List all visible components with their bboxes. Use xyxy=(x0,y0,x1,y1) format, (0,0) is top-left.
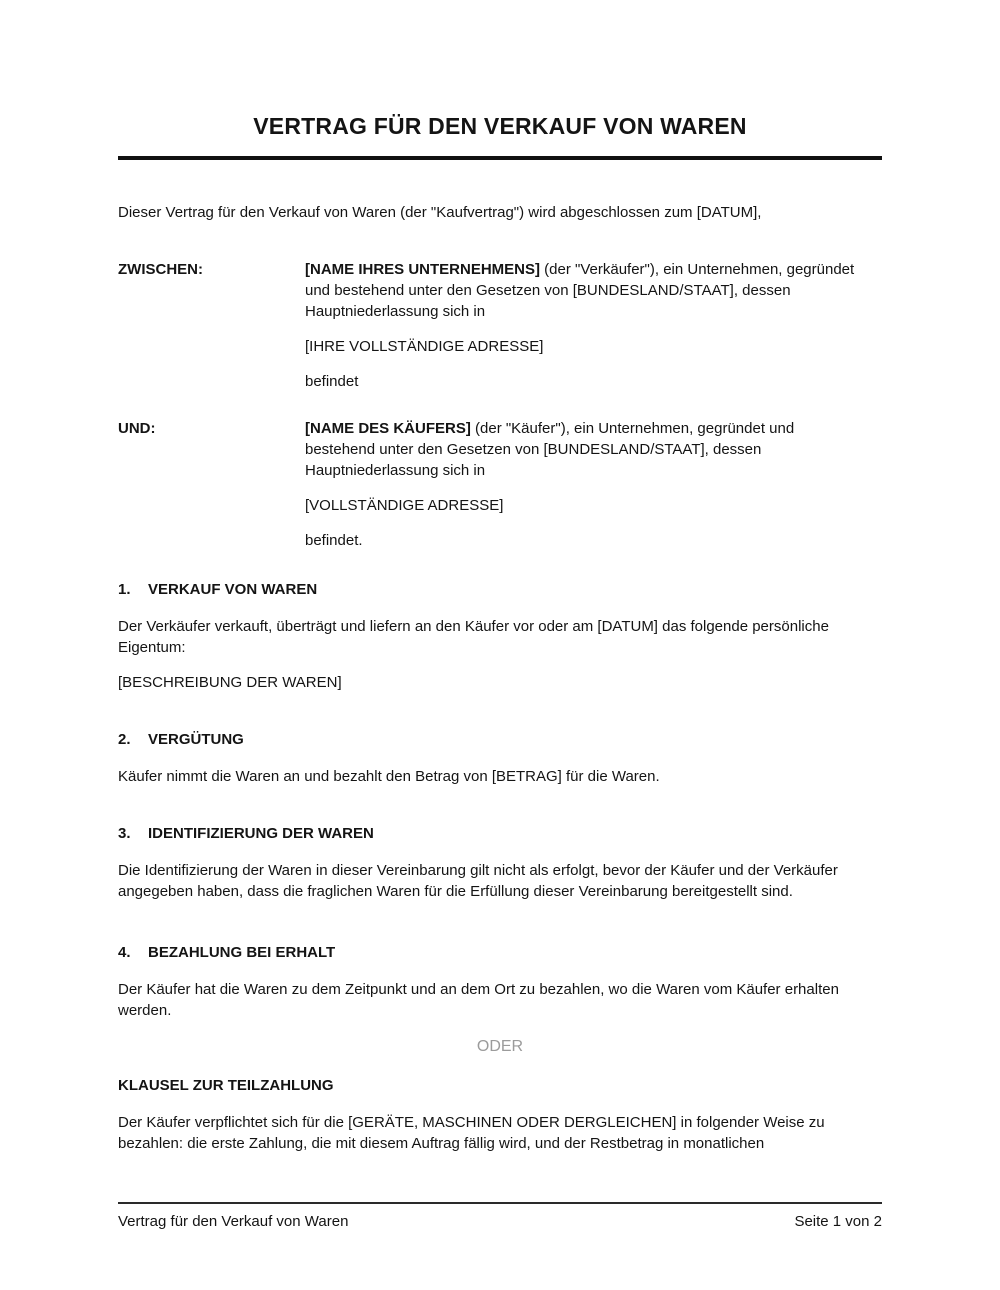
section-heading xyxy=(118,729,882,750)
section-body xyxy=(118,766,882,787)
section-title: BEZAHLUNG BEI ERHALT xyxy=(148,944,336,961)
section-verkauf-von-waren xyxy=(118,579,882,693)
section-paragraph: [BESCHREIBUNG DER WAREN] xyxy=(118,674,342,691)
section-number: 2. xyxy=(118,731,131,748)
footer-document-title: Vertrag für den Verkauf von Waren xyxy=(118,1213,349,1230)
section-number: 1. xyxy=(118,581,131,598)
section-paragraph: Der Käufer hat die Waren zu dem Zeitpunkt und an dem Ort zu bezahlen, wo die Waren vom Käufer erhalten werden. xyxy=(118,981,839,1019)
section-number: 3. xyxy=(118,825,131,842)
party-label-zwischen: ZWISCHEN: xyxy=(118,261,203,278)
party-address-placeholder: [VOLLSTÄNDIGE ADRESSE] xyxy=(305,497,504,514)
party-name-placeholder: [NAME DES KÄUFERS] xyxy=(305,420,471,437)
section-identifizierung-der-waren xyxy=(118,823,882,902)
section-heading xyxy=(118,823,882,844)
party-label-und: UND: xyxy=(118,420,156,437)
party-address-placeholder: [IHRE VOLLSTÄNDIGE ADRESSE] xyxy=(305,338,544,355)
title-rule xyxy=(118,156,882,160)
section-body xyxy=(118,979,882,1021)
party-content-seller xyxy=(305,259,862,392)
intro-paragraph: Dieser Vertrag für den Verkauf von Waren (der "Kaufvertrag") wird abgeschlossen zum [DATUM], xyxy=(118,204,762,221)
party-suffix: befindet. xyxy=(305,532,363,549)
section-title: IDENTIFIZIERUNG DER WAREN xyxy=(148,825,374,842)
party-row-seller xyxy=(118,259,882,392)
party-suffix: befindet xyxy=(305,373,359,390)
section-title: VERKAUF VON WAREN xyxy=(148,581,318,598)
clause-heading: KLAUSEL ZUR TEILZAHLUNG xyxy=(118,1077,334,1094)
footer-row xyxy=(118,1211,882,1232)
party-description xyxy=(305,418,862,481)
section-paragraph: Käufer nimmt die Waren an und bezahlt den Betrag von [BETRAG] für die Waren. xyxy=(118,768,660,785)
section-number: 4. xyxy=(118,944,131,961)
party-description-rest: (der "Verkäufer"), ein Unternehmen, gegründet und bestehend unter den Gesetzen von [BUNDESLAND/STAAT], dessen Hauptniederlassung sich in xyxy=(305,261,855,320)
section-body xyxy=(118,860,882,902)
section-paragraph: Die Identifizierung der Waren in dieser Vereinbarung gilt nicht als erfolgt, bevor der Käufer und der Verkäufer angegeben haben, dass die fraglichen Waren für die Erfüllung dieser Vereinbarung bereitgestellt sind. xyxy=(118,862,838,900)
party-row-buyer xyxy=(118,418,882,551)
section-heading xyxy=(118,942,882,963)
party-content-buyer xyxy=(305,418,862,551)
page-footer xyxy=(118,1202,882,1232)
parties-block xyxy=(118,259,882,551)
footer-page-number: Seite 1 von 2 xyxy=(794,1213,882,1230)
section-paragraph: Der Verkäufer verkauft, überträgt und liefern an den Käufer vor oder am [DATUM] das folgende persönliche Eigentum: xyxy=(118,618,829,656)
footer-rule xyxy=(118,1202,882,1204)
party-name-placeholder: [NAME IHRES UNTERNEHMENS] xyxy=(305,261,541,278)
section-title: VERGÜTUNG xyxy=(148,731,244,748)
or-separator: ODER xyxy=(476,1038,524,1055)
party-description xyxy=(305,259,862,322)
section-body xyxy=(118,616,882,693)
section-heading xyxy=(118,579,882,600)
clause-paragraph: Der Käufer verpflichtet sich für die [GERÄTE, MASCHINEN ODER DERGLEICHEN] in folgender Weise zu bezahlen: die erste Zahlung, die mit diesem Auftrag fällig wird, und der Restbetrag in monatlichen xyxy=(118,1114,825,1152)
section-bezahlung-bei-erhalt xyxy=(118,942,882,1021)
page-title: VERTRAG FÜR DEN VERKAUF VON WAREN xyxy=(253,113,747,139)
party-description-rest: (der "Käufer"), ein Unternehmen, gegründet und bestehend unter den Gesetzen von [BUNDESLAND/STAAT], dessen Hauptniederlassung sich in xyxy=(305,420,795,479)
section-verguetung xyxy=(118,729,882,787)
